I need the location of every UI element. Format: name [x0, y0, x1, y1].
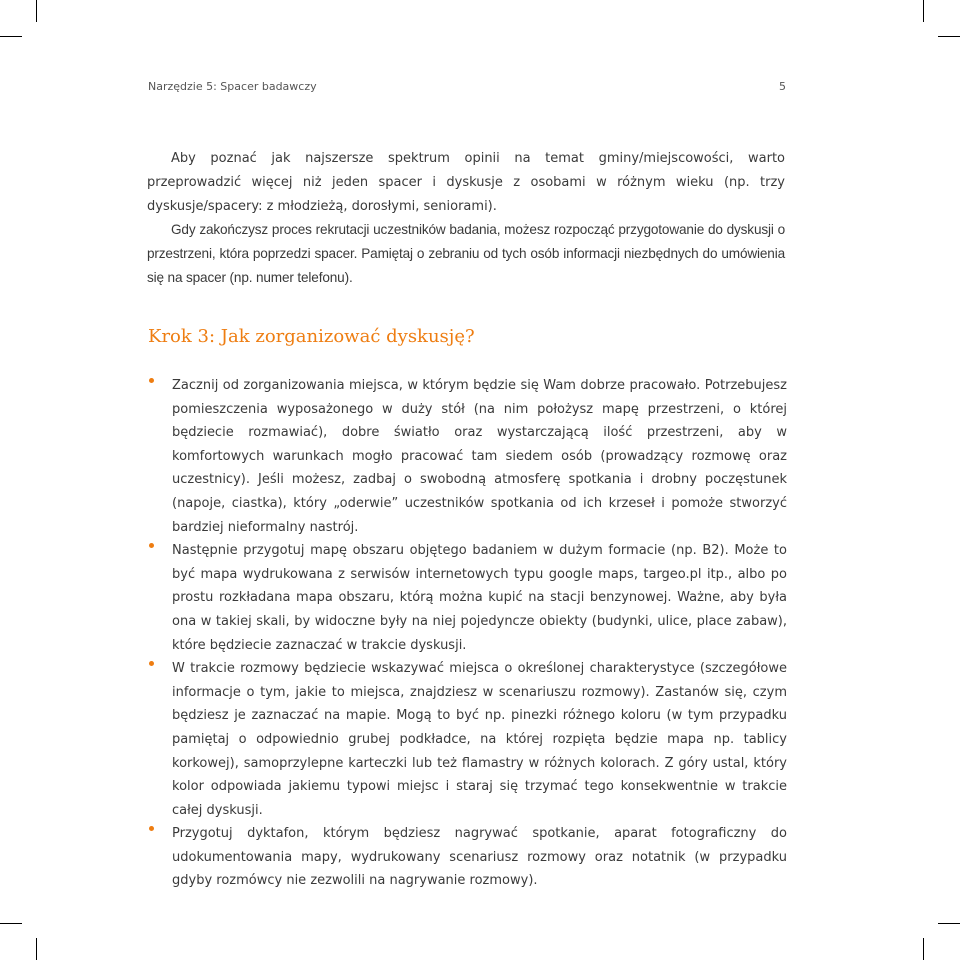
crop-mark-top-left [36, 0, 37, 22]
crop-mark-bottom-left [36, 938, 37, 960]
section-heading: Krok 3: Jak zorganizować dyskusję? [148, 326, 475, 347]
crop-mark-bottom-right [923, 938, 924, 960]
list-item-text: W trakcie rozmowy będziecie wskazywać miejsca o określonej charakterystyce (szczegółowe informacje o tym, jakie to miejsca, znajdziesz w scenariuszu rozmowy). Zastanów się, czym będziesz je zaznaczać na mapie. Mogą to być np. pinezki różnego koloru (w tym przypadku pamiętaj o odpowiednio grubej podkładce, na której rozpięta będzie mapa np. tablicy korkowej), samoprzylepne karteczki lub też flamastry w różnych kolorach. Z góry ustal, który kolor odpowiada jakiemu typowi miejsc i staraj się trzymać tego konsekwentnie w trakcie całej dyskusji. [172, 661, 787, 818]
list-item [147, 822, 787, 893]
crop-mark-top-left-horizontal [0, 36, 22, 37]
bullet-dot-icon [149, 378, 154, 383]
intro-paragraph: Gdy zakończysz proces rekrutacji uczestników badania, możesz rozpocząć przygotowanie do dyskusji o przestrzeni, która poprzedzi spacer. Pamiętaj o zebraniu od tych osób informacji niezbędnych do umówienia się na spacer (np. numer telefonu). [147, 222, 785, 285]
list-item [147, 657, 787, 822]
bullet-list [147, 374, 787, 893]
crop-mark-top-right [923, 0, 924, 22]
page-number: 5 [779, 80, 786, 93]
crop-mark-bottom-left-horizontal [0, 923, 22, 924]
running-header-title: Narzędzie 5: Spacer badawczy [148, 80, 317, 93]
crop-mark-top-right-horizontal [938, 36, 960, 37]
bullet-dot-icon [149, 543, 154, 548]
crop-mark-bottom-right-horizontal [938, 923, 960, 924]
list-item-text: Przygotuj dyktafon, którym będziesz nagrywać spotkanie, aparat fotograficzny do udokumentowania mapy, wydrukowany scenariusz rozmowy oraz notatnik (w przypadku gdyby rozmówcy nie zezwolili na nagrywanie rozmowy). [172, 826, 787, 889]
list-item-text: Zacznij od zorganizowania miejsca, w którym będzie się Wam dobrze pracowało. Potrzebujesz pomieszczenia wyposażonego w duży stół (na nim położysz mapę przestrzeni, o której będziecie rozmawiać), dobre światło oraz wystarczającą ilość przestrzeni, aby w komfortowych warunkach mogło pracować tam siedem osób (prowadzący rozmowę oraz uczestnicy). Jeśli możesz, zadbaj o swobodną atmosferę spotkania i drobny poczęstunek (napoje, ciastka), który „oderwie” uczestników spotkania od ich krzeseł i pomoże stworzyć bardziej nieformalny nastrój. [172, 378, 787, 535]
list-item [147, 539, 787, 657]
bullet-dot-icon [149, 826, 154, 831]
intro-paragraph: Aby poznać jak najszersze spektrum opinii na temat gminy/miejscowości, warto przeprowadzić więcej niż jeden spacer i dyskusje z osobami w różnym wieku (np. trzy dyskusje/spacery: z młodzieżą, dorosłymi, seniorami). [147, 151, 785, 214]
list-item [147, 374, 787, 539]
bullet-dot-icon [149, 661, 154, 666]
intro-text [147, 147, 785, 290]
list-item-text: Następnie przygotuj mapę obszaru objętego badaniem w dużym formacie (np. B2). Może to być mapa wydrukowana z serwisów internetowych typu google maps, targeo.pl itp., albo po prostu rozkładana mapa obszaru, którą można kupić na stacji benzynowej. Ważne, aby była ona w takiej skali, by widoczne były na niej pojedyncze obiekty (budynki, ulice, place zabaw), które będziecie zaznaczać w trakcie dyskusji. [172, 543, 787, 653]
